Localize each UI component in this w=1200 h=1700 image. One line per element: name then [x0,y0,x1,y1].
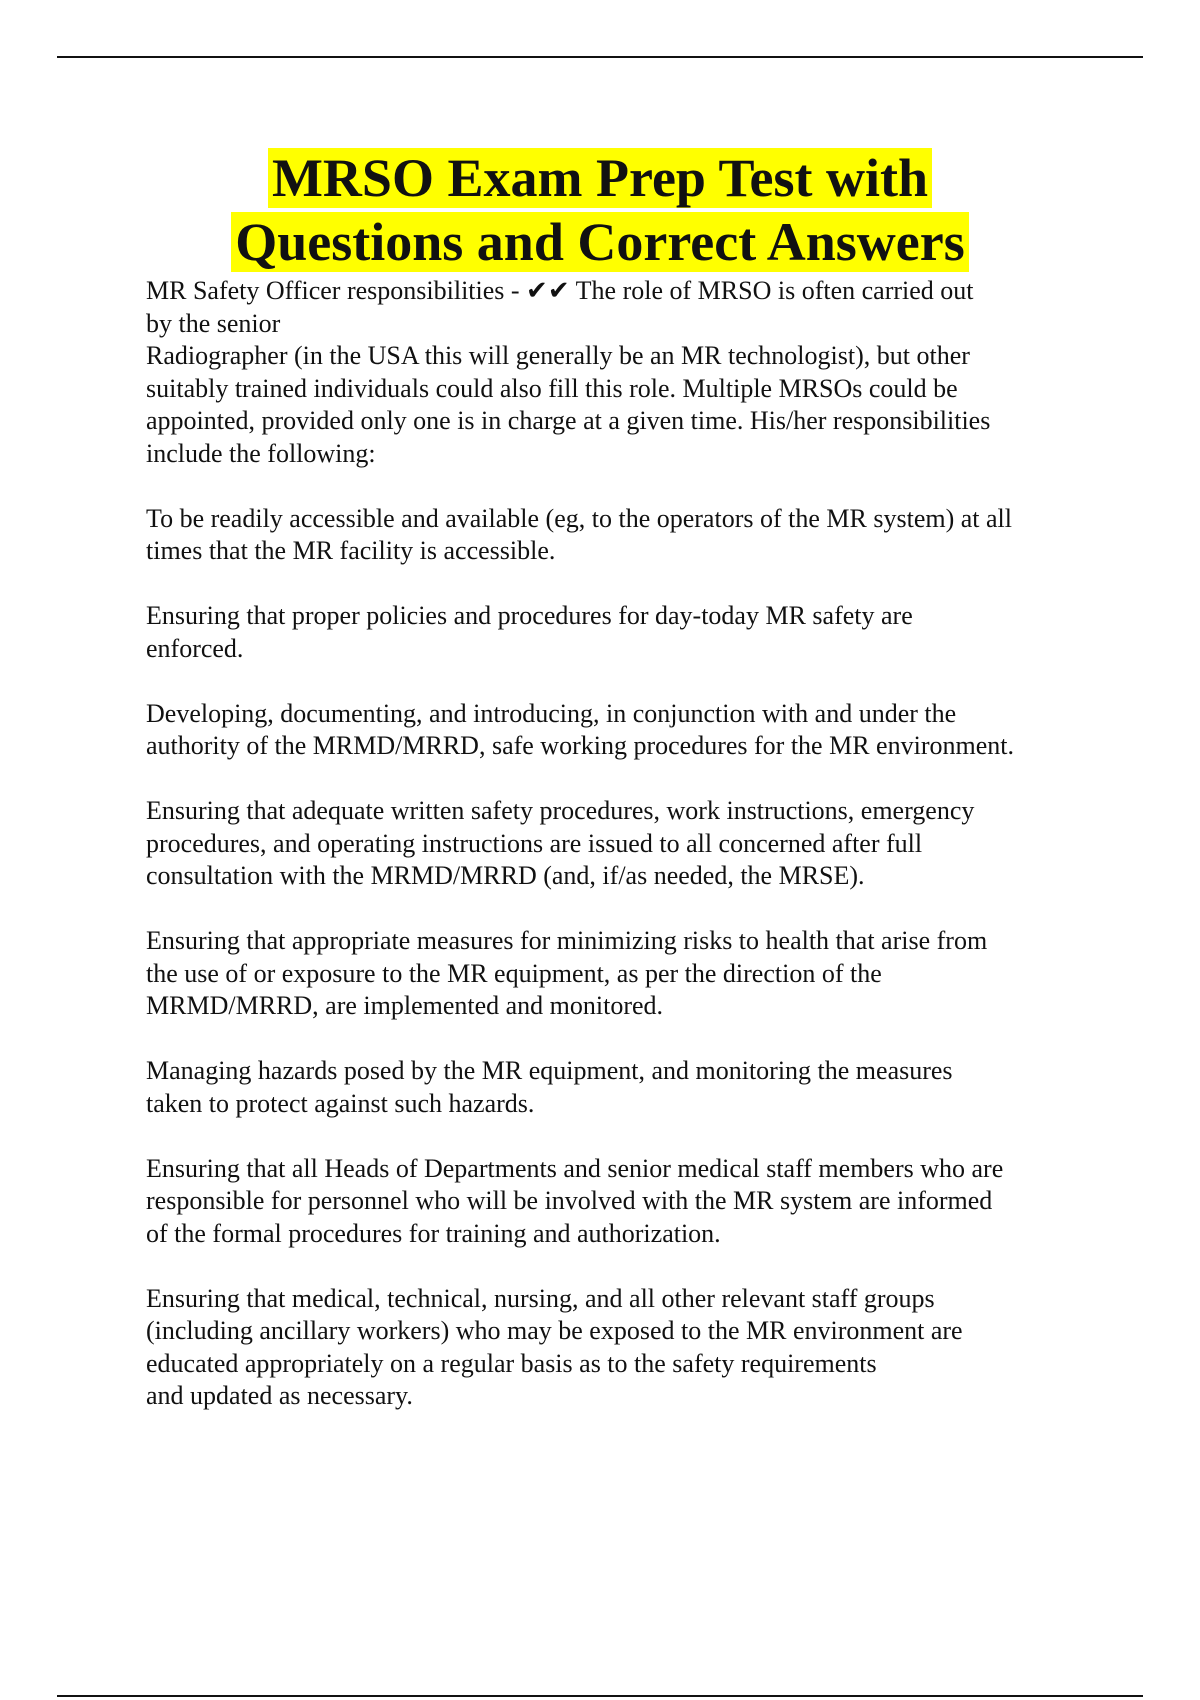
text-line: the use of or exposure to the MR equipment, as per the direction of the [146,958,882,988]
text-line: authority of the MRMD/MRRD, safe working procedures for the MR environment. [146,731,1014,760]
responsibility-paragraph [146,1153,1096,1251]
responsibility-paragraph [146,925,1096,1023]
document-body [146,275,1096,1445]
text-line: taken to protect against such hazards. [146,1088,535,1118]
text-line: responsible for personnel who will be involved with the MR system are informed [146,1186,993,1215]
text-line: consultation with the MRMD/MRRD (and, if/as needed, the MRSE). [146,861,865,890]
responsibility-paragraph [146,503,1096,568]
text-line: appointed, provided only one is in charge at a given time. His/her responsibilities [146,406,991,435]
text-line: and updated as necessary. [146,1381,413,1410]
text-line: MRMD/MRRD, are implemented and monitored. [146,991,664,1020]
responsibility-paragraph [146,795,1096,893]
responsibility-paragraph [146,698,1096,763]
footer-rule [57,1695,1143,1697]
text-line: of the formal procedures for training and authorization. [146,1218,721,1248]
title-line-2: Questions and Correct Answers [231,212,969,272]
responsibility-paragraph [146,600,1096,665]
responsibility-paragraph [146,1283,1096,1413]
text-line: procedures, and operating instructions are issued to all concerned after full [146,828,923,858]
text-line: To be readily accessible and available (eg, to the operators of the MR system) at all [146,503,1012,533]
document-title [0,146,1200,274]
text-line: Ensuring that appropriate measures for minimizing risks to health that arise from [146,926,988,955]
text-line: Ensuring that proper policies and procedures for day-today MR safety are [146,601,913,630]
responsibility-paragraph [146,1055,1096,1120]
text-line: Ensuring that all Heads of Departments and senior medical staff members who are [146,1153,1004,1183]
intro-paragraph [146,275,1096,470]
text-line: Managing hazards posed by the MR equipment, and monitoring the measures [146,1056,953,1085]
text-line: MR Safety Officer responsibilities - ✔✔ The role of MRSO is often carried out [146,276,974,305]
text-line: Developing, documenting, and introducing, in conjunction with and under the [146,698,957,728]
text-line: enforced. [146,633,244,663]
text-line: Ensuring that adequate written safety procedures, work instructions, emergency [146,796,975,825]
text-line: by the senior [146,308,281,338]
text-line: educated appropriately on a regular basis as to the safety requirements [146,1348,877,1378]
text-line: include the following: [146,438,376,468]
text-line: suitably trained individuals could also fill this role. Multiple MRSOs could be [146,373,958,403]
title-line-1: MRSO Exam Prep Test with [268,148,932,208]
header-rule [57,56,1143,58]
text-line: times that the MR facility is accessible. [146,536,556,565]
text-line: Ensuring that medical, technical, nursing, and all other relevant staff groups [146,1283,935,1313]
text-line: (including ancillary workers) who may be exposed to the MR environment are [146,1316,963,1345]
text-line: Radiographer (in the USA this will generally be an MR technologist), but other [146,341,970,370]
